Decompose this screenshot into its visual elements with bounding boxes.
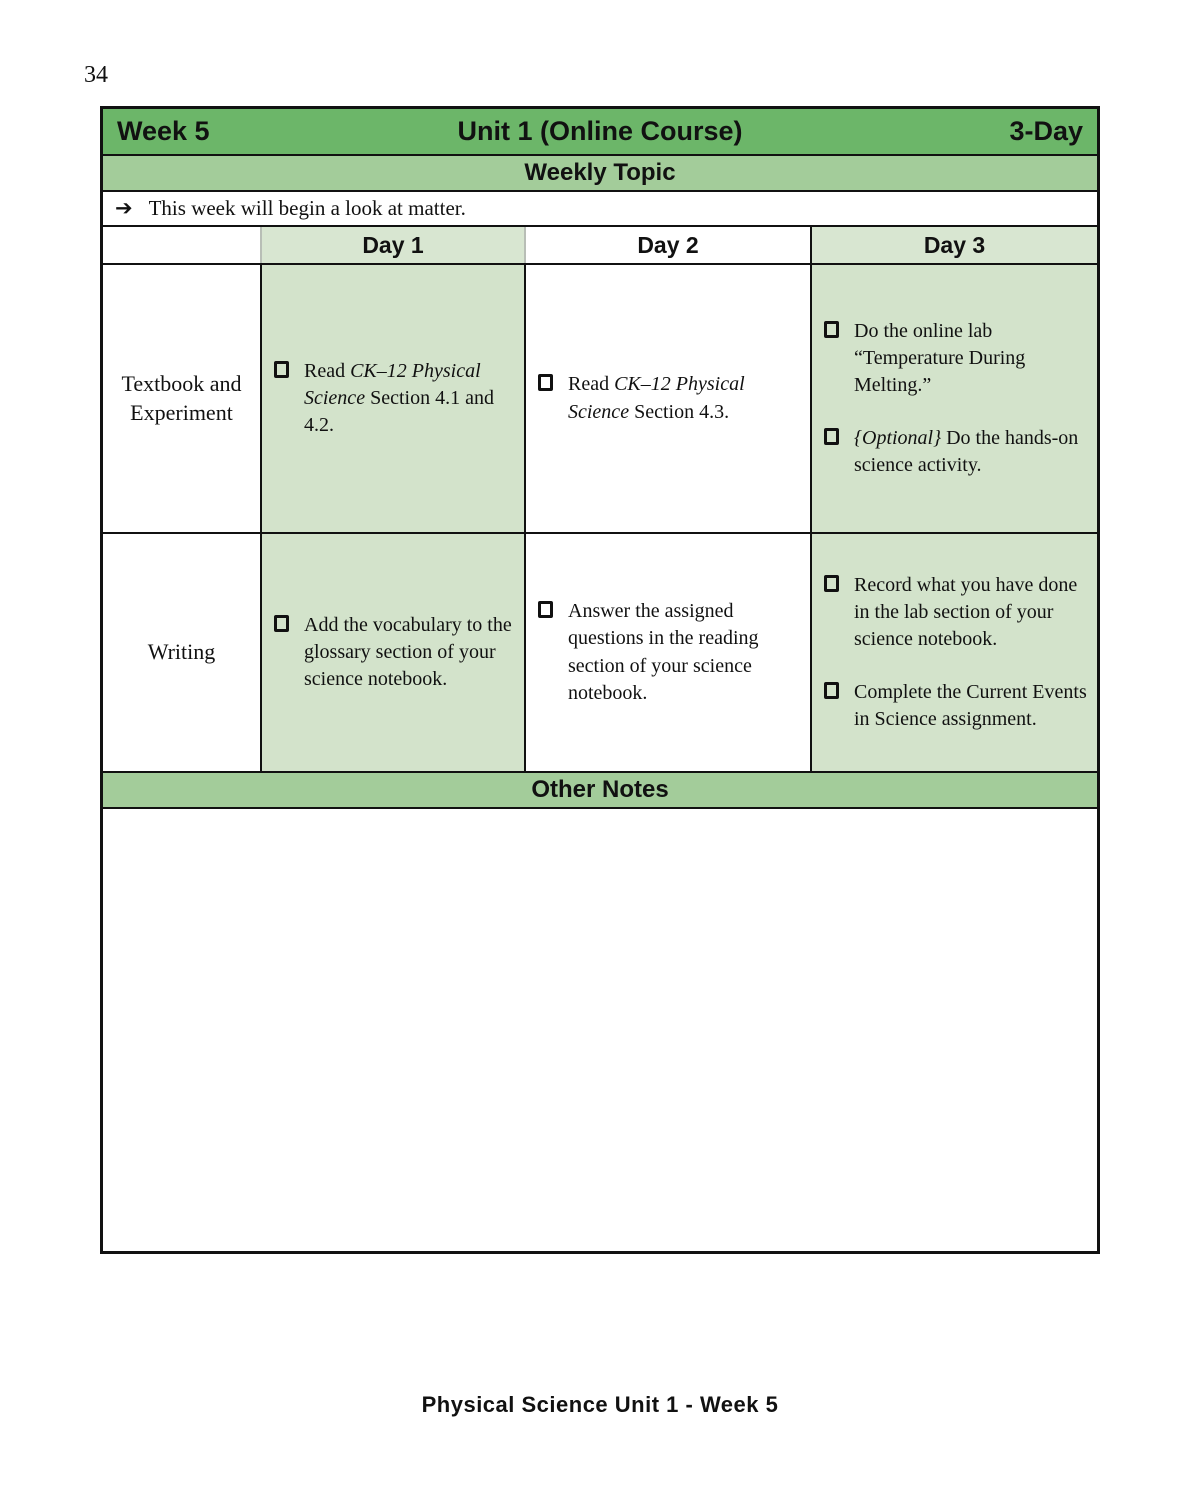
task-text — [304, 358, 516, 440]
task-text-segment: Section 4.3. — [629, 400, 730, 423]
task-item — [534, 371, 802, 425]
task-item — [820, 679, 1089, 733]
task-text-segment: Section 4.1 and 4.2. — [304, 386, 494, 437]
weekly-planner-table — [100, 106, 1100, 1254]
checkbox-icon[interactable] — [274, 615, 289, 632]
day3-header: Day 3 — [810, 227, 1097, 263]
task-text-segment: Do the hands-on science activity. — [854, 427, 1079, 477]
row-textbook-and-experiment — [103, 263, 1097, 532]
task-text — [854, 425, 1089, 479]
task-text-italic: CK–12 Physical Science — [304, 359, 481, 409]
checkbox-icon[interactable] — [824, 321, 839, 338]
textbook-day2-cell — [524, 265, 810, 532]
task-text-italic: {Optional} — [854, 427, 942, 450]
day-header-row — [103, 225, 1097, 263]
checkbox-icon[interactable] — [274, 361, 289, 378]
row-label-textbook: Textbook and Experiment — [103, 265, 260, 532]
task-text: Answer the assigned questions in the reading section of your science notebook. — [568, 600, 759, 704]
page-number: 34 — [84, 62, 108, 88]
task-text-segment: Read — [568, 373, 615, 396]
task-item — [820, 318, 1089, 400]
schedule-type-label: 3-Day — [1009, 116, 1083, 146]
checkbox-icon[interactable] — [824, 575, 839, 592]
task-text: Record what you have done in the lab section of your science notebook. — [854, 573, 1078, 650]
task-text: Do the online lab “Temperature During Melting.” — [854, 319, 1026, 396]
task-item — [534, 598, 802, 707]
row-writing — [103, 532, 1097, 771]
checkbox-icon[interactable] — [538, 374, 553, 391]
checkbox-icon[interactable] — [538, 601, 553, 618]
day1-header: Day 1 — [260, 227, 524, 263]
notes-area — [103, 807, 1097, 1251]
page-footer: Physical Science Unit 1 - Week 5 — [421, 1392, 779, 1417]
day-header-spacer — [103, 227, 260, 263]
weekly-topic-header: Weekly Topic — [103, 154, 1097, 190]
writing-day1-cell — [260, 534, 524, 771]
unit-title: Unit 1 (Online Course) — [457, 116, 743, 146]
task-item — [270, 612, 516, 694]
weekly-topic-note-row — [103, 190, 1097, 225]
title-bar — [103, 109, 1097, 154]
task-text: Add the vocabulary to the glossary section of your science notebook. — [304, 613, 512, 691]
task-text — [568, 371, 802, 425]
weekly-topic-note: This week will begin a look at matter. — [148, 196, 466, 220]
textbook-day1-cell — [260, 265, 524, 532]
other-notes-header: Other Notes — [103, 771, 1097, 807]
writing-day3-cell — [810, 534, 1097, 771]
task-item — [270, 358, 516, 440]
week-label: Week 5 — [117, 116, 210, 146]
task-item — [820, 572, 1089, 654]
row-label-writing: Writing — [103, 534, 260, 771]
checkbox-icon[interactable] — [824, 682, 839, 699]
task-item — [820, 425, 1089, 479]
day2-header: Day 2 — [524, 227, 810, 263]
task-text-italic: CK–12 Physical Science — [568, 373, 745, 423]
right-arrow-icon: ➔ — [115, 196, 133, 220]
writing-day2-cell — [524, 534, 810, 771]
task-text-segment: Read — [304, 359, 351, 382]
textbook-day3-cell — [810, 265, 1097, 532]
task-text: Complete the Current Events in Science assignment. — [854, 681, 1087, 731]
checkbox-icon[interactable] — [824, 428, 839, 445]
